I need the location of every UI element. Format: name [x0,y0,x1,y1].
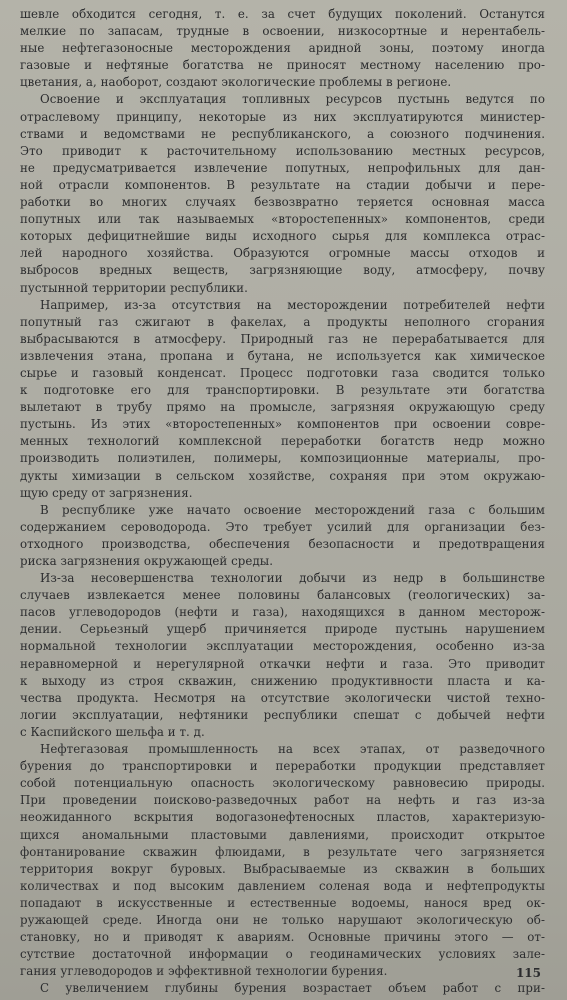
text-line: С увеличением глубины бурения возрастает объем работ с при- [40,981,545,996]
text-line: бурения до транспортировки и переработки продукции представляет [20,759,545,774]
text-line: выбрасываются в атмосферу. Природный газ не перерабатывается для [20,331,545,346]
text-line: Это приводит к расточительному использованию местных ресурсов, [20,143,545,158]
text-line: ружающей среде. Иногда они не только нарушают экологическую об- [20,912,545,927]
text-line: пустынной территории республики. [20,280,248,295]
text-line: Нефтегазовая промышленность на всех этапах, от разведочного [40,742,545,757]
text-line: становку, но и приводят к авариям. Основные причины этого — от- [20,930,545,945]
paragraph [20,741,545,980]
paragraph [20,980,545,997]
text-line: сырье и газовый конденсат. Процесс подготовки газа сводится только [20,365,545,380]
text-line: лей народного хозяйства. Образуются огромные массы отходов и [20,246,545,261]
text-line: к выходу из строя скважин, снижению продуктивности пласта и ка- [20,673,545,688]
text-line: дении. Серьезный ущерб причиняется природе пустынь нарушением [20,622,545,637]
paragraph [20,91,545,296]
text-line: щихся аномальными пластовыми давлениями, происходит открытое [20,827,545,842]
text-line: ствами и ведомствами не республиканского, а союзного подчинения. [20,126,545,141]
text-line: ные нефтегазоносные месторождения аридной зоны, поэтому иногда [20,41,545,56]
text-line: содержанием сероводорода. Это требует усилий для организации без- [20,519,545,534]
text-line: нормальной технологии эксплуатации месторождения, особенно из-за [20,639,545,654]
text-line: шевле обходится сегодня, т. е. за счет будущих поколений. Останутся [20,7,545,21]
text-line: с Каспийского шельфа и т. д. [20,724,205,739]
text-line: сутствие достаточной информации о геодинамических условиях зале- [20,947,545,962]
text-line: ной отрасли компонентов. В результате на стадии добычи и пере- [20,177,545,192]
text-line: При проведении поисково-разведочных работ на нефть и газ из-за [20,793,545,808]
text-line: попадают в искусственные и естественные водоемы, нанося вред ок- [20,895,545,910]
text-line: менных технологий комплексной переработки богатств недр можно [20,434,545,449]
paragraph [20,570,545,741]
text-line: фонтанирование скважин флюидами, в результате чего загрязняется [20,844,545,859]
text-line: неравномерной и нерегулярной откачки нефти и газа. Это приводит [20,656,545,671]
text-line: риска загрязнения окружающей среды. [20,554,273,568]
text-line: неожиданного вскрытия водогазонефтеносных пластов, характеризую- [20,810,545,825]
text-line: дукты химизации в сельском хозяйстве, сохраняя при этом окружаю- [20,468,545,483]
text-line: случаев извлекается менее половины балансовых (геологических) за- [20,588,545,603]
text-line: пустынь. Из этих «второстепенных» компонентов при освоении совре- [20,417,545,432]
text-line: количествах и под высоким давлением соленая вода и нефтепродукты [20,878,545,893]
text-line: щую среду от загрязнения. [20,485,193,500]
text-line: отходного производства, обеспечения безопасности и предотвращения [20,536,545,551]
text-line: вылетают в трубу прямо на промысле, загрязняя окружающую среду [20,400,545,415]
text-line: логии эксплуатации, нефтяники республики спешат с добычей нефти [20,707,545,722]
text-line: территория вокруг буровых. Выбрасываемые из скважин в больших [20,861,545,876]
page-number: 115 [515,966,541,980]
text-line: чества продукта. Несмотря на отсутствие экологически чистой техно- [20,690,545,705]
text-line: Освоение и эксплуатация топливных ресурсов пустынь ведутся по [40,92,545,107]
text-line: работки во многих случаях безвозвратно теряется основная масса [20,195,545,210]
paragraph [20,502,545,570]
text-line: Например, из-за отсутствия на месторождении потребителей нефти [40,297,545,312]
text-line: мелкие по запасам, трудные в освоении, низкосортные и нерентабель- [20,24,545,39]
text-line: к подготовке его для транспортировки. В результате эти богатства [20,383,545,398]
text-line: собой потенциальную опасность экологическому равновесию природы. [20,776,545,791]
text-line: Из-за несовершенства технологии добычи из недр в большинстве [40,571,545,586]
text-line: извлечения этана, пропана и бутана, не используется как химическое [20,348,545,363]
text-line: цветания, а, наоборот, создают экологические проблемы в регионе. [20,75,452,90]
text-line: отраслевому принципу, некоторые из них эксплуатируются министер- [20,109,545,124]
text-line: В республике уже начато освоение месторождений газа с большим [40,502,545,517]
text-line: производить полиэтилен, полимеры, композиционные материалы, про- [20,451,545,466]
text-line: выбросов вредных веществ, загрязняющие воду, атмосферу, почву [20,263,545,278]
text-line: гания углеводородов и эффективной технологии бурения. [20,964,388,979]
paragraph [20,6,545,91]
text-line: которых дефицитнейшие виды исходного сырья для комплекса отрас- [20,229,545,244]
text-line: попутный газ сжигают в факелах, а продукты неполного сгорания [20,314,545,329]
text-line: газовые и нефтяные богатства не приносят местному населению про- [20,58,545,73]
body-text [20,6,545,997]
paragraph [20,297,545,502]
text-line: не предусматривается извлечение попутных, непрофильных для дан- [20,160,545,175]
text-line: пасов углеводородов (нефти и газа), находящихся в данном месторож- [20,605,545,620]
text-line: попутных или так называемых «второстепенных» компонентов, среди [20,212,545,227]
